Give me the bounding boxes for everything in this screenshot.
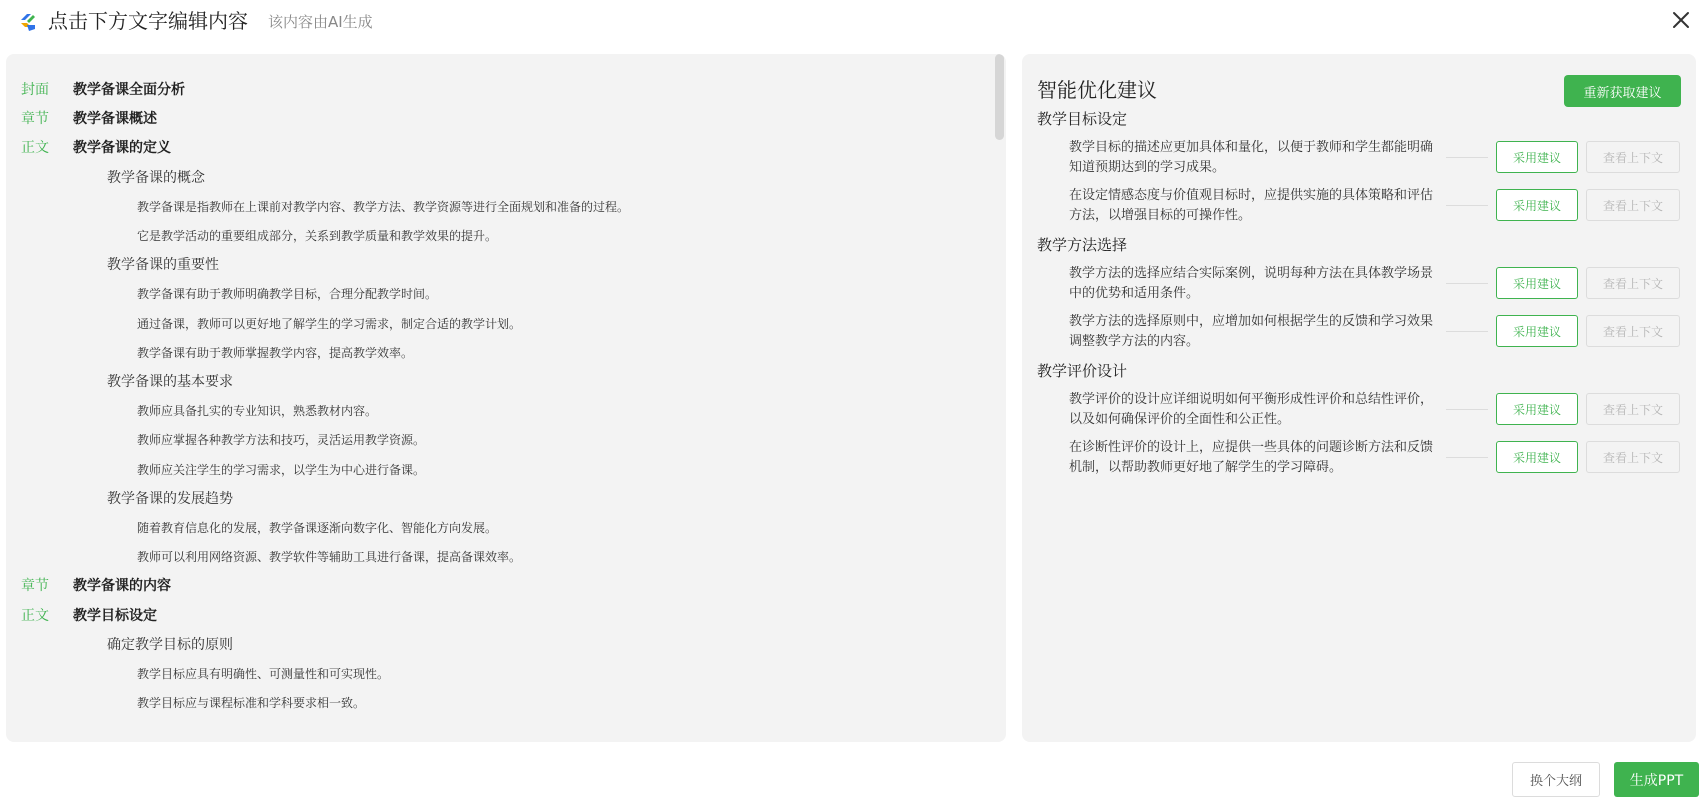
- adopt-suggestion-button[interactable]: 采用建议: [1496, 267, 1578, 299]
- outline-row[interactable]: [6, 370, 994, 394]
- view-context-button[interactable]: 查看上下文: [1586, 393, 1680, 425]
- outline-text-level-3[interactable]: 随着教育信息化的发展，教学备课逐渐向数字化、智能化方向发展。: [137, 521, 498, 535]
- outline-row[interactable]: [6, 282, 994, 306]
- scrollbar-thumb[interactable]: [995, 54, 1004, 140]
- page-title: 点击下方文字编辑内容: [48, 9, 248, 33]
- suggestion-text: 教学方法的选择应结合实际案例，说明每种方法在具体教学场景中的优势和适用条件。: [1069, 266, 1434, 301]
- outline-text-level-1[interactable]: 教学备课的定义: [73, 140, 171, 156]
- outline-text-level-3[interactable]: 教学目标应具有明确性、可测量性和可实现性。: [137, 667, 390, 681]
- suggestion-text: 在诊断性评价的设计上，应提供一些具体的问题诊断方法和反馈机制，以帮助教师更好地了解学生的学习障碍。: [1069, 440, 1434, 475]
- outline-row[interactable]: [6, 253, 994, 277]
- view-context-button[interactable]: 查看上下文: [1586, 267, 1680, 299]
- outline-type-tag: 正文: [21, 608, 49, 624]
- outline-row[interactable]: [6, 487, 994, 511]
- suggestion-text: 在设定情感态度与价值观目标时，应提供实施的具体策略和评估方法，以增强目标的可操作性。: [1069, 188, 1434, 223]
- suggestion-item: [1022, 186, 1696, 226]
- outline-text-level-3[interactable]: 教师可以利用网络资源、教学软件等辅助工具进行备课，提高备课效率。: [137, 550, 522, 564]
- outline-row[interactable]: [6, 399, 994, 423]
- header: [0, 0, 1704, 44]
- outline-text-level-3[interactable]: 通过备课，教师可以更好地了解学生的学习需求，制定合适的教学计划。: [137, 317, 522, 331]
- outline-scrollbar[interactable]: [995, 54, 1005, 742]
- view-context-button[interactable]: 查看上下文: [1586, 441, 1680, 473]
- connector-line: [1446, 409, 1488, 410]
- outline-text-level-1[interactable]: 教学备课全面分析: [73, 82, 185, 98]
- outline-text-level-3[interactable]: 教学目标应与课程标准和学科要求相一致。: [137, 696, 366, 710]
- app-logo-icon: [18, 11, 38, 33]
- outline-text-level-2[interactable]: 教学备课的发展趋势: [107, 491, 233, 507]
- adopt-suggestion-button[interactable]: 采用建议: [1496, 189, 1578, 221]
- change-outline-button[interactable]: 换个大纲: [1512, 762, 1600, 797]
- view-context-button[interactable]: 查看上下文: [1586, 141, 1680, 173]
- outline-text-level-3[interactable]: 教师应关注学生的学习需求，以学生为中心进行备课。: [137, 463, 426, 477]
- connector-line: [1446, 283, 1488, 284]
- outline-text-level-3[interactable]: 教师应掌握各种教学方法和技巧，灵活运用教学资源。: [137, 433, 426, 447]
- adopt-suggestion-button[interactable]: 采用建议: [1496, 393, 1578, 425]
- outline-text-level-3[interactable]: 教学备课有助于教师明确教学目标，合理分配教学时间。: [137, 287, 438, 301]
- outline-row[interactable]: [6, 136, 994, 160]
- suggestion-category-title: 教学目标设定: [1037, 110, 1128, 128]
- suggestions-panel: [1022, 54, 1696, 742]
- outline-text-level-2[interactable]: 教学备课的概念: [107, 170, 205, 186]
- outline-list: [6, 54, 994, 742]
- suggestion-item: [1022, 390, 1696, 430]
- outline-row[interactable]: [6, 195, 994, 219]
- outline-text-level-1[interactable]: 教学目标设定: [73, 608, 157, 624]
- suggestion-item: [1022, 438, 1696, 478]
- outline-row[interactable]: [6, 78, 994, 102]
- outline-text-level-3[interactable]: 教师应具备扎实的专业知识，熟悉教材内容。: [137, 404, 378, 418]
- close-icon[interactable]: [1670, 9, 1692, 31]
- outline-row[interactable]: [6, 107, 994, 131]
- outline-type-tag: 章节: [21, 111, 49, 127]
- connector-line: [1446, 157, 1488, 158]
- refresh-suggestions-button[interactable]: 重新获取建议: [1564, 75, 1681, 107]
- outline-text-level-3[interactable]: 教学备课有助于教师掌握教学内容，提高教学效率。: [137, 346, 414, 360]
- outline-row[interactable]: [6, 545, 994, 569]
- outline-text-level-2[interactable]: 教学备课的基本要求: [107, 374, 233, 390]
- outline-row[interactable]: [6, 341, 994, 365]
- suggestion-item: [1022, 312, 1696, 352]
- outline-row[interactable]: [6, 691, 994, 715]
- outline-panel: [6, 54, 1006, 742]
- view-context-button[interactable]: 查看上下文: [1586, 315, 1680, 347]
- outline-row[interactable]: [6, 458, 994, 482]
- outline-type-tag: 正文: [21, 140, 49, 156]
- adopt-suggestion-button[interactable]: 采用建议: [1496, 141, 1578, 173]
- generate-ppt-button[interactable]: 生成PPT: [1614, 762, 1699, 797]
- outline-text-level-2[interactable]: 确定教学目标的原则: [107, 637, 233, 653]
- outline-row[interactable]: [6, 224, 994, 248]
- outline-text-level-1[interactable]: 教学备课概述: [73, 111, 157, 127]
- outline-text-level-1[interactable]: 教学备课的内容: [73, 578, 171, 594]
- suggestion-item: [1022, 138, 1696, 178]
- outline-type-tag: 章节: [21, 578, 49, 594]
- outline-row[interactable]: [6, 574, 994, 598]
- outline-row[interactable]: [6, 662, 994, 686]
- suggestion-category-title: 教学方法选择: [1037, 236, 1128, 254]
- outline-row[interactable]: [6, 516, 994, 540]
- connector-line: [1446, 457, 1488, 458]
- outline-type-tag: 封面: [21, 82, 49, 98]
- suggestion-item: [1022, 264, 1696, 304]
- view-context-button[interactable]: 查看上下文: [1586, 189, 1680, 221]
- connector-line: [1446, 205, 1488, 206]
- suggestion-category-title: 教学评价设计: [1037, 362, 1128, 380]
- outline-row[interactable]: [6, 428, 994, 452]
- outline-text-level-2[interactable]: 教学备课的重要性: [107, 257, 219, 273]
- adopt-suggestion-button[interactable]: 采用建议: [1496, 441, 1578, 473]
- suggestion-text: 教学方法的选择原则中，应增加如何根据学生的反馈和学习效果调整教学方法的内容。: [1069, 314, 1434, 349]
- outline-text-level-3[interactable]: 它是教学活动的重要组成部分，关系到教学质量和教学效果的提升。: [137, 229, 498, 243]
- connector-line: [1446, 331, 1488, 332]
- outline-row[interactable]: [6, 312, 994, 336]
- outline-text-level-3[interactable]: 教学备课是指教师在上课前对教学内容、教学方法、教学资源等进行全面规划和准备的过程。: [137, 200, 630, 214]
- outline-row[interactable]: [6, 166, 994, 190]
- outline-row[interactable]: [6, 604, 994, 628]
- adopt-suggestion-button[interactable]: 采用建议: [1496, 315, 1578, 347]
- suggestion-text: 教学评价的设计应详细说明如何平衡形成性评价和总结性评价，以及如何确保评价的全面性和公正性。: [1069, 392, 1434, 427]
- suggestions-title: 智能优化建议: [1037, 78, 1157, 102]
- outline-row[interactable]: [6, 633, 994, 657]
- suggestion-text: 教学目标的描述应更加具体和量化，以便于教师和学生都能明确知道预期达到的学习成果。: [1069, 140, 1434, 175]
- ai-generated-note: 该内容由AI生成: [268, 13, 373, 31]
